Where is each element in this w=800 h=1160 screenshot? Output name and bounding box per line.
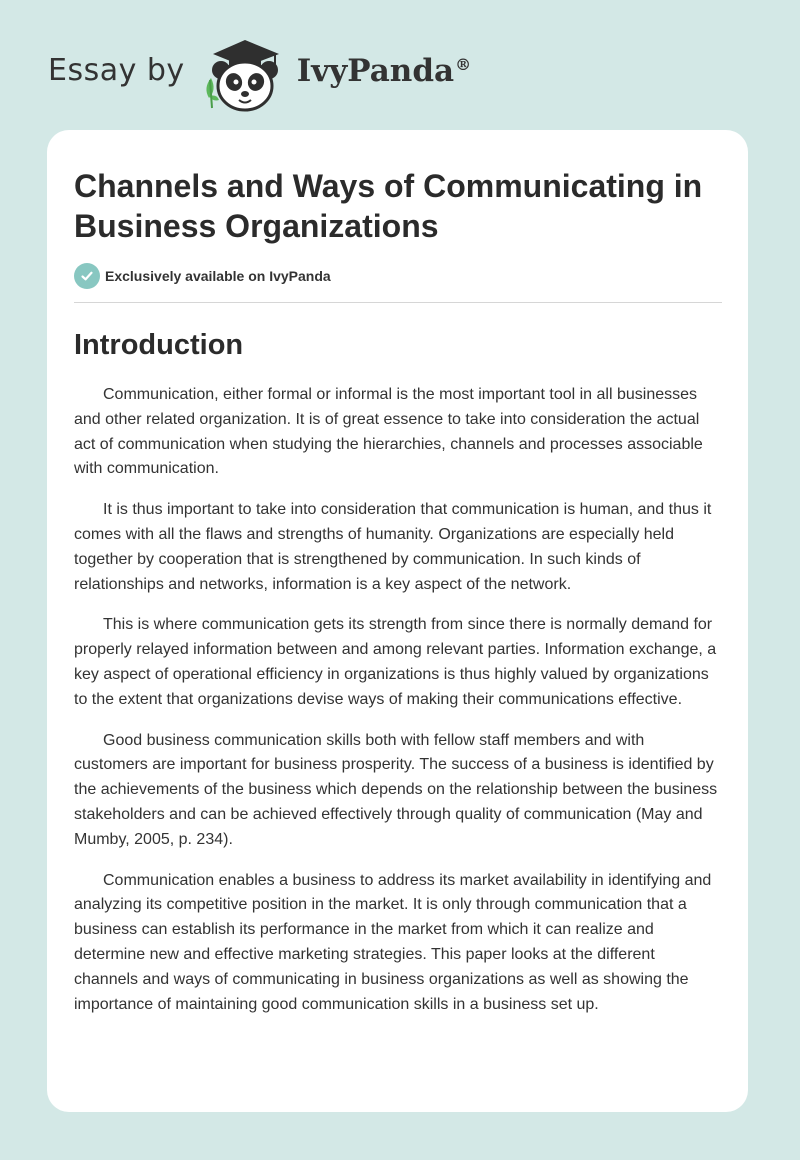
essay-card <box>47 130 748 1112</box>
check-icon <box>74 263 100 289</box>
paragraph: Communication, either formal or informal is the most important tool in all businesses and other related organization. It is of great essence to take into consideration the actual act of communication when studying the hierarchies, channels and processes associable with communication. <box>74 386 703 478</box>
paragraph: Communication enables a business to address its market availability in identifying and analyzing its competitive position in the market. It is only through communication that a business can establish its performance in the market from which it can realize and determine new and effective marketing strategies. This paper looks at the different channels and ways of communicating in business organizations as well as showing the importance of maintaining good communication skills in a business set up. <box>74 871 712 1013</box>
section-heading: Introduction <box>74 329 244 361</box>
registered-mark: ® <box>455 54 472 74</box>
essay-by-label: Essay by <box>48 52 185 88</box>
essay-body <box>74 383 722 1017</box>
badge-text: Exclusively available on IvyPanda <box>105 268 331 284</box>
essay-title: Channels and Ways of Communicating in Business Organizations <box>74 168 703 244</box>
site-header <box>48 36 471 112</box>
divider <box>74 302 722 303</box>
paragraph: Good business communication skills both with fellow staff members and with customers are important for business prosperity. The success of a business is identified by the achievements of the business which depends on the relationship between the business stakeholders and can be achieved effectively through quality of communication (May and Mumby, 2005, p. 234). <box>74 731 718 848</box>
brand-name[interactable] <box>297 53 471 89</box>
brand-text: IvyPanda <box>296 53 455 89</box>
paragraph: It is thus important to take into consideration that communication is human, and thus it comes with all the flaws and strengths of humanity. Organizations are especially held together by cooperation that is strengthened by communication. In such kinds of relationships and networks, information is a key aspect of the network. <box>74 501 712 593</box>
exclusive-badge <box>74 262 722 290</box>
panda-graduate-icon[interactable] <box>199 36 291 112</box>
paragraph: This is where communication gets its strength from since there is normally demand for properly relayed information between and among relevant parties. Information exchange, a key aspect of operational efficiency in organizations is thus highly valued by organizations to the extent that organizations devise ways of making their communications effective. <box>74 616 717 708</box>
